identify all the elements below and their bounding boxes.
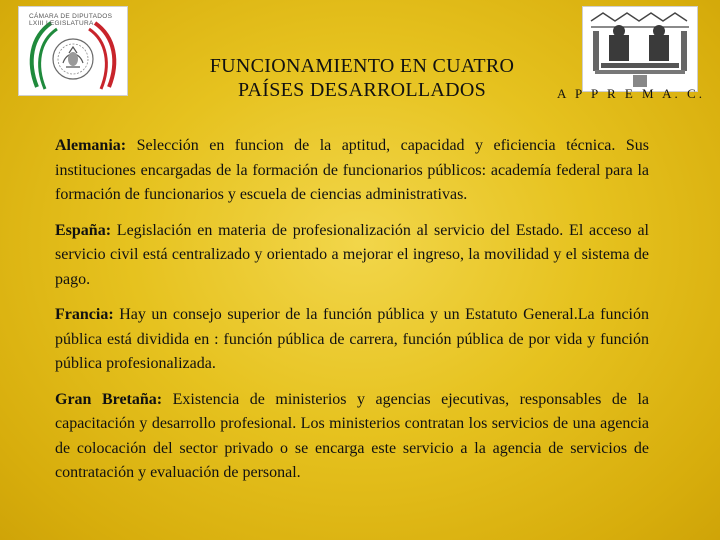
country-label: Alemania: [55, 137, 127, 154]
title-line-1: FUNCIONAMIENTO EN CUATRO [209, 55, 515, 77]
chamber-logo-text: CÁMARA DE DIPUTADOS LXIII LEGISLATURA [29, 13, 113, 27]
paragraph-text: Selección en funcion de la aptitud, capacidad y eficiencia técnica. Sus instituciones encargadas de la formación de funcionarios públicos: academía federal para la formación de funcionarios y escuela de ciencias administrativas. [55, 137, 649, 203]
paragraph-text: Hay un consejo superior de la función pública y un Estatuto General.La función pública está dividida en : función pública de carrera, función pública de por vida y función pública profesionalizada. [55, 306, 649, 372]
paragraph-francia [55, 303, 649, 377]
paragraph-gran-bretana [55, 388, 649, 486]
apprem-emblem-icon [583, 7, 697, 91]
content-body [55, 134, 649, 486]
apprem-caption: A P P R E M A. C. [557, 86, 705, 101]
paragraph-espana [55, 219, 649, 293]
chamber-of-deputies-logo [18, 6, 128, 96]
title-line-2: PAÍSES DESARROLLADOS [237, 79, 487, 101]
paragraph-alemania [55, 134, 649, 208]
paragraph-text: Legislación en materia de profesionalización al servicio del Estado. El acceso al servicio civil está centralizado y orientado a mejorar el ingreso, la movilidad y el sistema de pago. [55, 221, 649, 288]
country-label: España: [55, 221, 112, 239]
page-title [150, 54, 574, 102]
paragraph-text: Existencia de ministerios y agencias ejecutivas, responsables de la capacitación y desarrollo profesional. Los ministerios contratan los servicios de una agencia de colocación del sector privado o se encarga este servicio a la agencia de servicios de contratación y evaluación de personal. [55, 390, 649, 481]
country-label: Gran Bretaña: [55, 390, 163, 408]
country-label: Francia: [55, 306, 114, 323]
apprem-logo [582, 6, 698, 92]
